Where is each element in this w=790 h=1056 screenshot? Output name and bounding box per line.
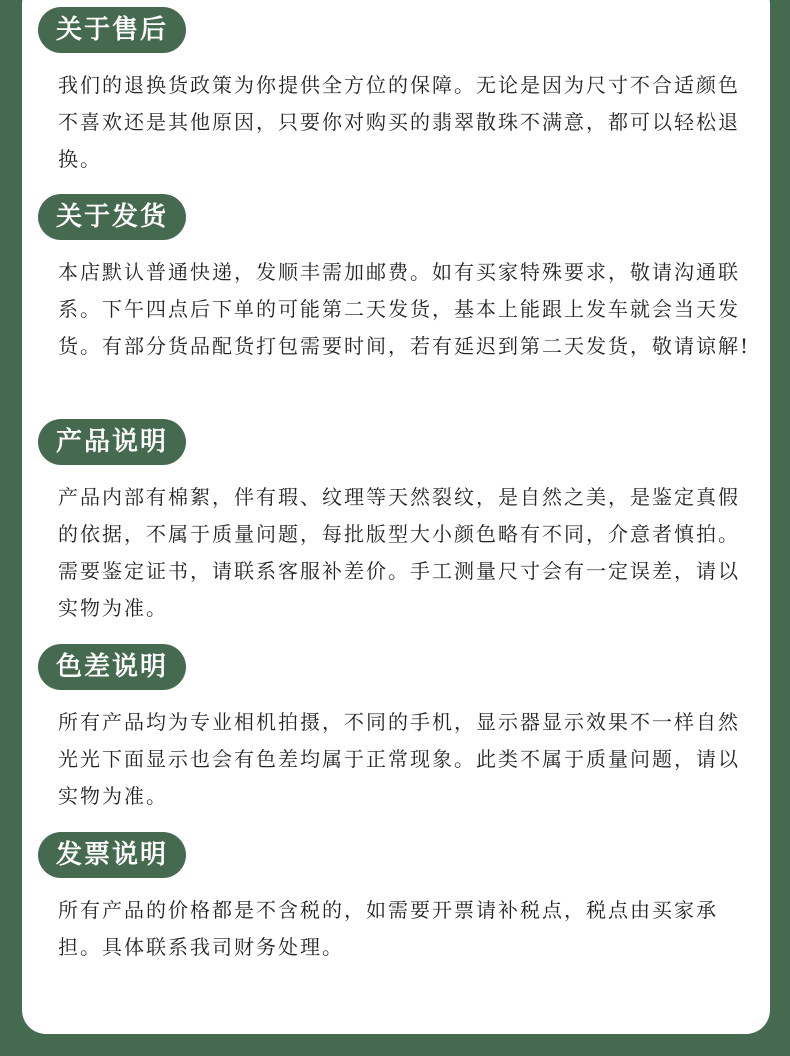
section-text: 本店默认普通快递，发顺丰需加邮费。如有买家特殊要求，敬请沟通联系。下午四点后下单的可能第二天发货，基本上能跟上发车就会当天发货。有部分货品配货打包需要时间，若有延迟到第二天发货，敬请谅解! (58, 260, 751, 358)
section-title: 色差说明 (38, 644, 186, 690)
section-title: 产品说明 (38, 419, 186, 465)
section-text: 我们的退换货政策为你提供全方位的保障。无论是因为尺寸不合适颜色不喜欢还是其他原因，只要你对购买的翡翠散珠不满意，都可以轻松退换。 (58, 73, 740, 171)
info-card (22, 0, 770, 1034)
section-after-sales (38, 7, 756, 178)
section-text: 所有产品均为专业相机拍摄，不同的手机，显示器显示效果不一样自然光光下面显示也会有色差均属于正常现象。此类不属于质量问题，请以实物为准。 (58, 710, 740, 808)
section-title: 关于售后 (38, 7, 186, 53)
section-shipping (38, 194, 756, 365)
section-title: 关于发货 (38, 194, 186, 240)
section-text: 产品内部有棉絮，伴有瑕、纹理等天然裂纹，是自然之美，是鉴定真假的依据，不属于质量问题，每批版型大小颜色略有不同，介意者慎拍。需要鉴定证书，请联系客服补差价。手工测量尺寸会有一定误差，请以实物为准。 (58, 485, 740, 620)
section-text: 所有产品的价格都是不含税的，如需要开票请补税点，税点由买家承担。具体联系我司财务处理。 (58, 898, 718, 959)
section-color-difference (38, 644, 756, 815)
section-title: 发票说明 (38, 832, 186, 878)
section-invoice (38, 832, 756, 966)
section-product-info (38, 419, 756, 627)
